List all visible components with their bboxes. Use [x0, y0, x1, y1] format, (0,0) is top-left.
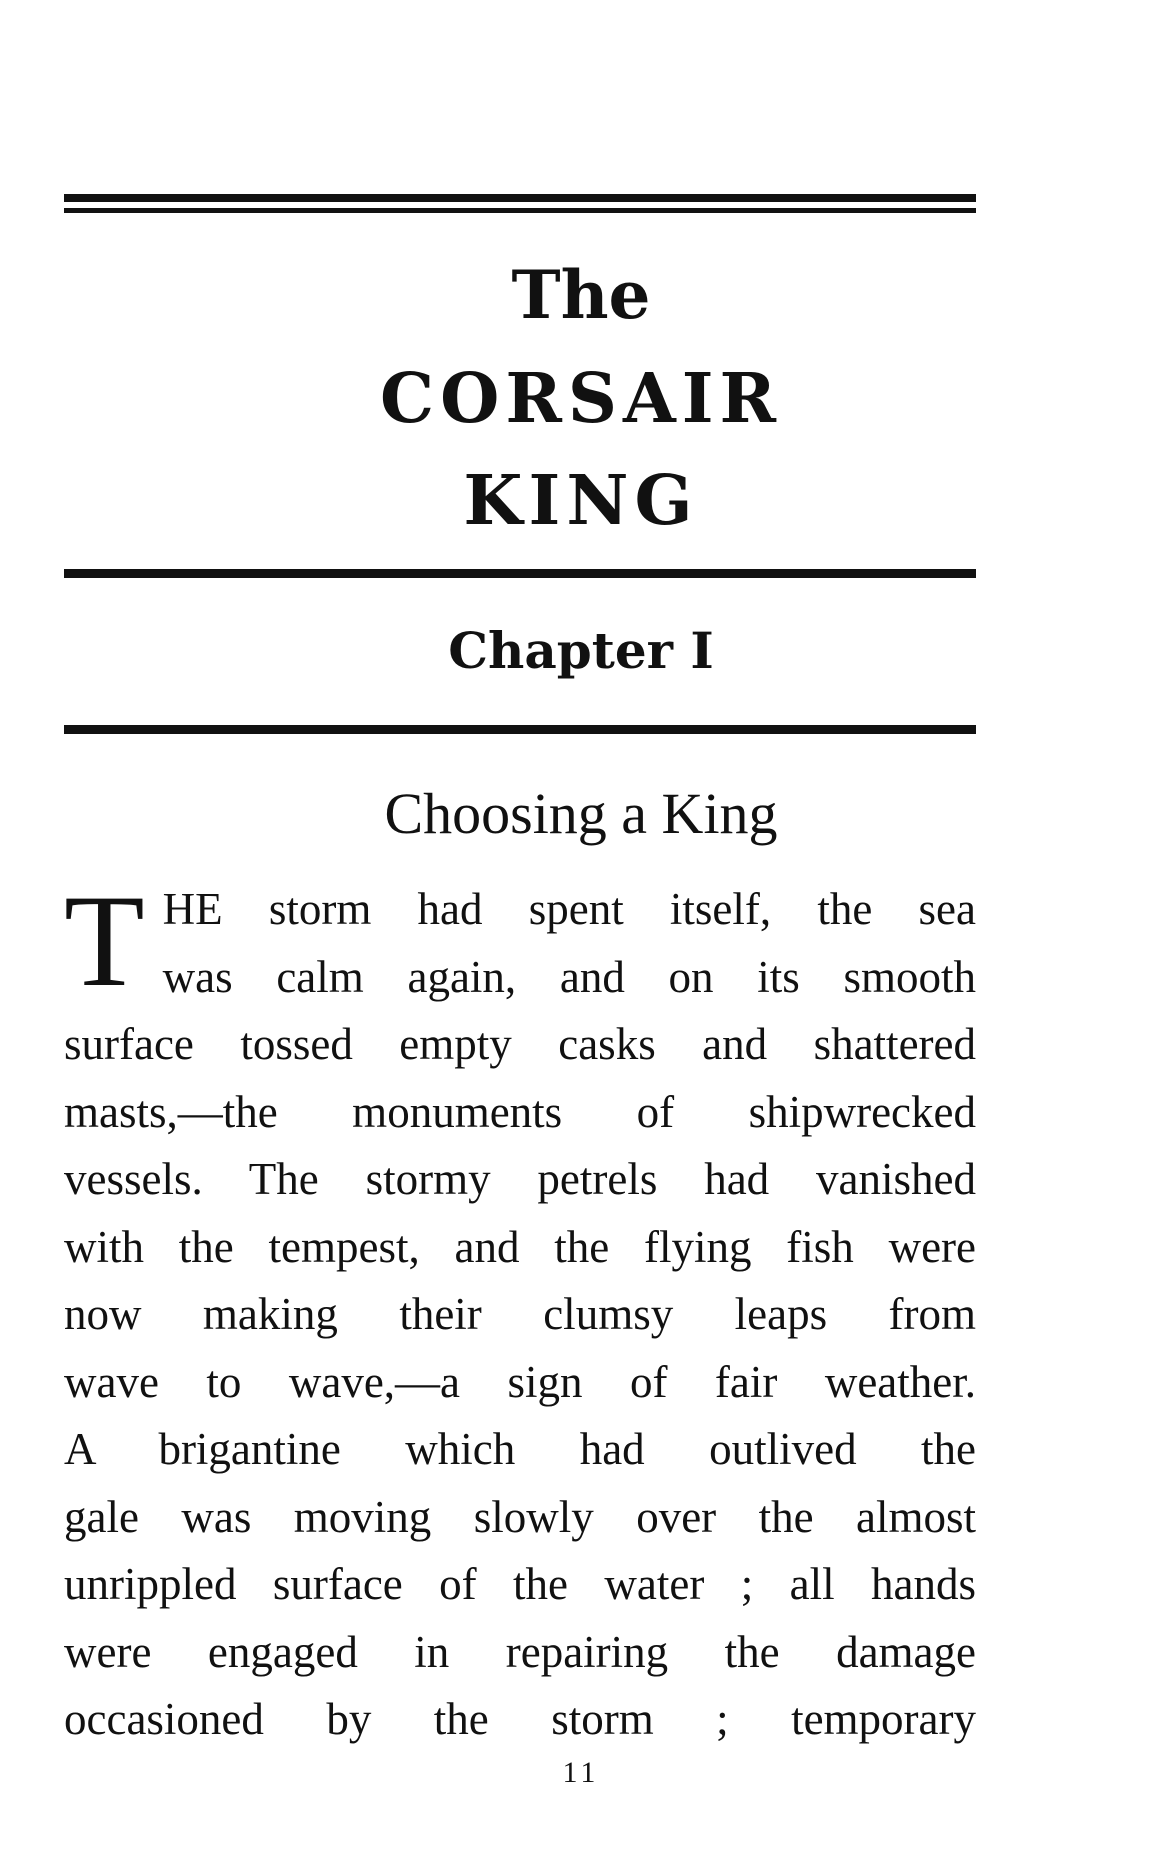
book-title-line-3: KING [463, 461, 699, 541]
text-line: masts,—the monuments of shipwrecked [64, 1086, 976, 1137]
drop-cap: T [64, 867, 145, 1014]
chapter-label: Chapter I [448, 621, 714, 680]
page-number: 11 [562, 1756, 600, 1789]
text-line: were engaged in repairing the damage [64, 1626, 976, 1677]
book-title-line-1: The [511, 256, 651, 334]
chapter-title: Choosing a King [384, 781, 778, 846]
text-line: occasioned by the storm ; temporary [64, 1694, 976, 1744]
chapter-body [64, 867, 976, 1754]
text-line: wave to wave,—a sign of fair weather. [64, 1356, 976, 1407]
text-line: A brigantine which had outlived the [64, 1424, 976, 1474]
book-title-line-2: CORSAIR [379, 359, 783, 439]
text-line: now making their clumsy leaps from [64, 1289, 976, 1339]
text-line: with the tempest, and the flying fish were [64, 1221, 976, 1272]
chapter-rule [64, 725, 976, 734]
title-rule [64, 569, 976, 578]
text-line: gale was moving slowly over the almost [64, 1491, 976, 1542]
text-line: HE storm had spent itself, the sea [162, 884, 976, 934]
text-line: was calm again, and on its smooth [162, 951, 976, 1002]
text-line: surface tossed empty casks and shattered [64, 1019, 976, 1069]
top-rule-thick [64, 194, 976, 202]
text-line: unrippled surface of the water ; all hands [64, 1559, 976, 1609]
top-rule-thin [64, 208, 976, 213]
text-line: vessels. The stormy petrels had vanished [64, 1154, 976, 1204]
